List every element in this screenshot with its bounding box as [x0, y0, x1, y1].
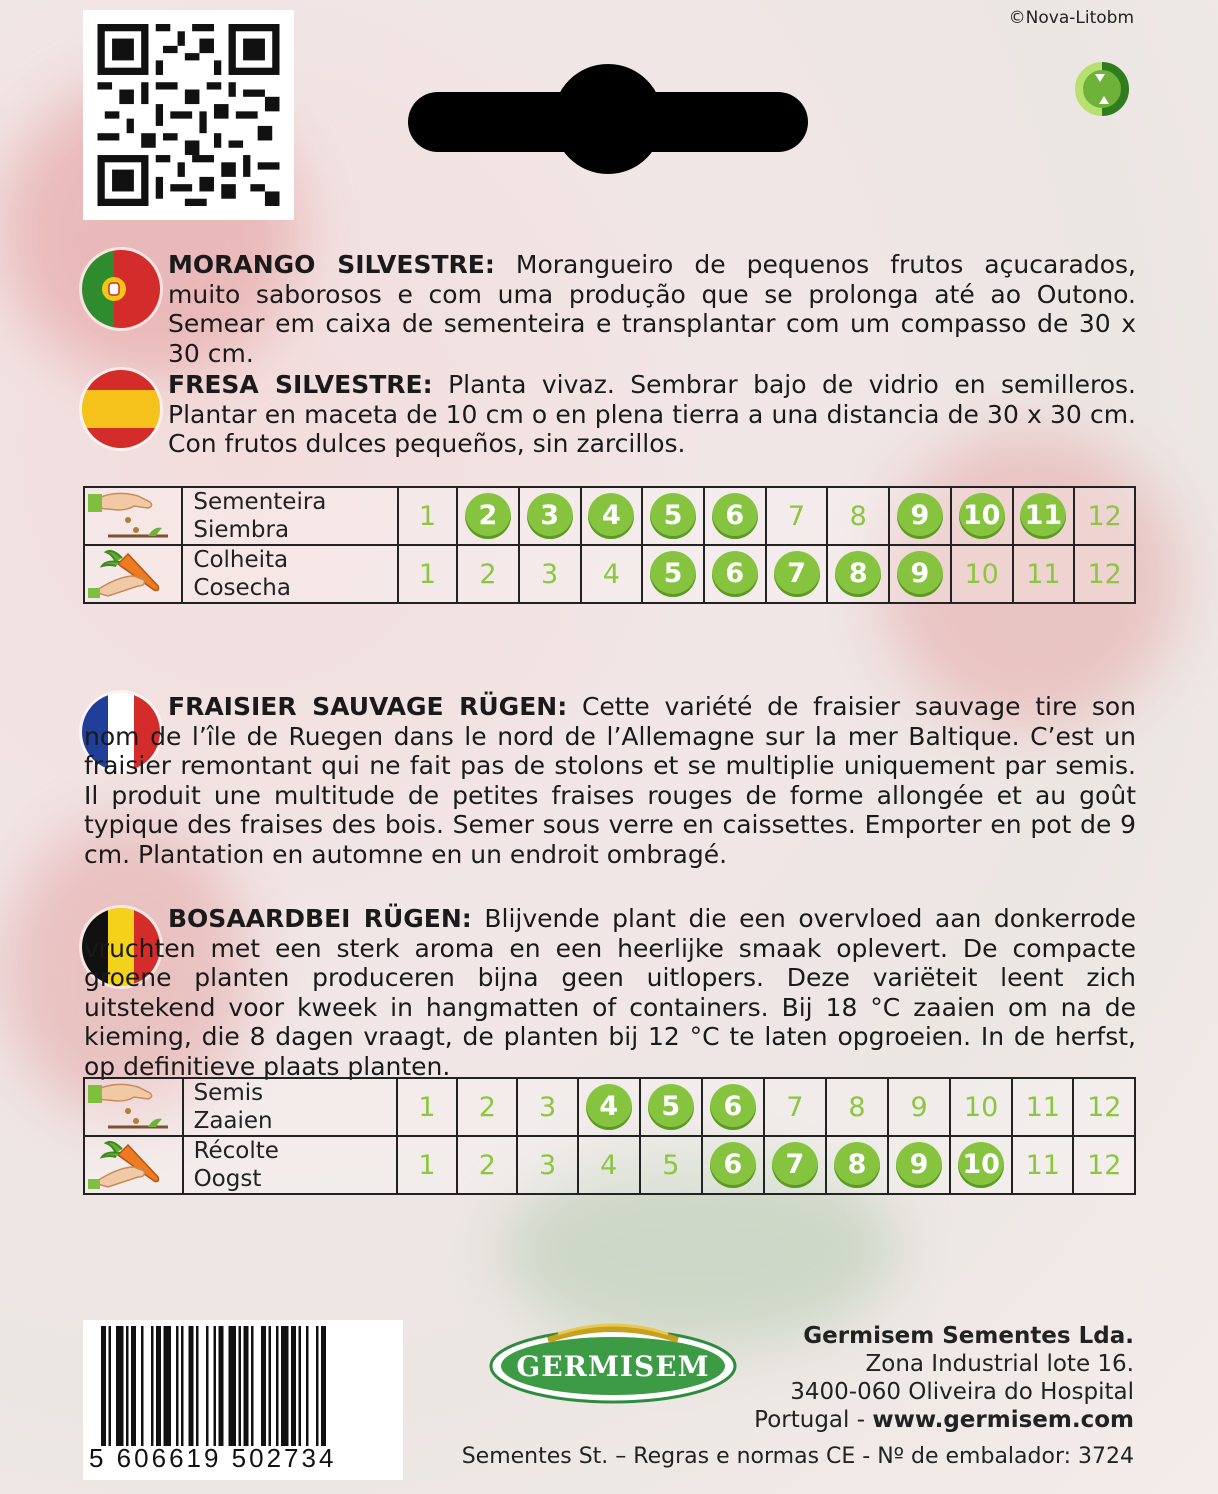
- month-active-marker: 4: [588, 493, 634, 539]
- month-active-marker: 2: [465, 493, 511, 539]
- row-label-primary: Sementeira: [193, 489, 327, 515]
- qr-code: [83, 10, 294, 220]
- paragraph-title: FRESA SILVESTRE:: [168, 370, 433, 399]
- month-active-marker: 5: [648, 1084, 694, 1130]
- month-number: 12: [1087, 1149, 1122, 1181]
- month-cell: [457, 545, 519, 603]
- month-cell: [519, 487, 581, 545]
- paragraph-body: Morangueiro de pequenos frutos açucarados, muito saborosos e com uma produção que se prolonga até ao Outono. Semear em caixa de sementeira e transplantar com um compasso de 30 x 30 cm.: [168, 250, 1137, 368]
- germisem-logo: [488, 1320, 738, 1404]
- month-active-marker: 6: [710, 1084, 756, 1130]
- month-active-marker: 6: [712, 551, 758, 597]
- month-cell: [1073, 1078, 1135, 1136]
- company-address: [754, 1322, 1134, 1434]
- calendar-row: [84, 1136, 1135, 1194]
- month-cell: [764, 1136, 826, 1194]
- month-number: 2: [479, 558, 497, 590]
- month-number: 12: [1087, 558, 1122, 590]
- month-cell: [888, 1136, 950, 1194]
- month-number: 5: [662, 1149, 680, 1181]
- calendar-row: [84, 545, 1135, 603]
- sowing-hand-icon: [84, 1078, 183, 1136]
- month-cell: [640, 1136, 702, 1194]
- month-cell: [888, 1078, 950, 1136]
- month-cell: [889, 487, 951, 545]
- paragraph-spanish: [168, 370, 1136, 459]
- month-number: 12: [1087, 500, 1122, 532]
- month-active-marker: 6: [712, 493, 758, 539]
- month-cell: [764, 1078, 826, 1136]
- calendar-row-label: [183, 1078, 397, 1136]
- month-active-marker: 10: [959, 493, 1005, 539]
- month-cell: [1012, 1136, 1073, 1194]
- month-active-marker: 7: [772, 1142, 818, 1188]
- month-cell: [578, 1078, 640, 1136]
- month-cell: [457, 1078, 517, 1136]
- month-number: 11: [1025, 1149, 1060, 1181]
- month-active-marker: 9: [896, 1142, 942, 1188]
- month-cell: [1074, 545, 1135, 603]
- month-cell: [827, 545, 889, 603]
- month-cell: [1013, 487, 1075, 545]
- month-cell: [704, 487, 766, 545]
- month-active-marker: 6: [710, 1142, 756, 1188]
- calendar-row-label: [183, 1136, 397, 1194]
- month-cell: [640, 1078, 702, 1136]
- paragraph-title: FRAISIER SAUVAGE RÜGEN:: [168, 692, 568, 721]
- company-website-link[interactable]: www.germisem.com: [872, 1407, 1134, 1433]
- month-cell: [826, 1136, 888, 1194]
- sowing-harvest-calendar-pt-es: [83, 486, 1136, 604]
- month-cell: [1013, 545, 1075, 603]
- month-cell: [889, 545, 951, 603]
- month-number: 10: [964, 558, 999, 590]
- month-cell: [766, 487, 828, 545]
- month-cell: [397, 1078, 457, 1136]
- month-number: 1: [418, 558, 437, 590]
- month-cell: [398, 545, 457, 603]
- month-number: 2: [478, 1149, 496, 1181]
- carrot-hand-icon: [84, 1136, 183, 1194]
- paragraph-french: [84, 692, 1136, 869]
- month-number: 9: [910, 1091, 928, 1123]
- month-active-marker: 5: [650, 493, 696, 539]
- month-cell: [704, 545, 766, 603]
- month-active-marker: 4: [586, 1084, 632, 1130]
- month-cell: [457, 1136, 517, 1194]
- row-label-secondary: Zaaien: [193, 1108, 273, 1134]
- portugal-flag-icon: [82, 250, 160, 328]
- month-number: 11: [1025, 1091, 1060, 1123]
- paragraph-dutch: [84, 904, 1136, 1081]
- month-cell: [1074, 487, 1135, 545]
- month-number: 3: [538, 1091, 557, 1123]
- month-number: 12: [1087, 1091, 1122, 1123]
- ean-barcode: [83, 1320, 403, 1480]
- month-cell: [951, 545, 1013, 603]
- calendar-row: [84, 487, 1135, 545]
- month-number: 8: [849, 500, 867, 532]
- month-cell: [397, 1136, 457, 1194]
- month-cell: [950, 1078, 1012, 1136]
- month-cell: [1012, 1078, 1073, 1136]
- month-active-marker: 11: [1020, 493, 1066, 539]
- sowing-harvest-calendar-fr-nl: [83, 1077, 1136, 1195]
- month-cell: [766, 545, 828, 603]
- month-number: 7: [787, 500, 806, 532]
- paragraph-title: MORANGO SILVESTRE:: [168, 250, 495, 279]
- row-label-primary: Semis: [193, 1080, 264, 1106]
- calendar-row: [84, 1078, 1135, 1136]
- month-cell: [642, 545, 704, 603]
- month-number: 8: [848, 1091, 866, 1123]
- calendar-row-label: [182, 487, 397, 545]
- month-cell: [581, 545, 643, 603]
- month-cell: [519, 545, 581, 603]
- month-cell: [517, 1078, 577, 1136]
- month-active-marker: 10: [958, 1142, 1004, 1188]
- month-cell: [457, 487, 519, 545]
- month-cell: [951, 487, 1013, 545]
- month-active-marker: 9: [897, 493, 943, 539]
- month-cell: [642, 487, 704, 545]
- month-cell: [702, 1078, 764, 1136]
- month-cell: [581, 487, 643, 545]
- row-label-secondary: Siembra: [193, 517, 290, 543]
- month-number: 3: [541, 558, 559, 590]
- month-active-marker: 3: [527, 493, 573, 539]
- month-cell: [578, 1136, 640, 1194]
- paragraph-title: BOSAARDBEI RÜGEN:: [168, 904, 472, 933]
- paragraph-body: Cette variété de fraisier sauvage tire son nom de l’île de Ruegen dans le nord de l’Allemagne sur la mer Baltique. C’est un fraisier remontant qui ne fait pas de stolons et se multiplie uniquement par semis. Il produit une multitude de petites fraises rouges de forme allongée et au goût typique des fraises des bois. Semer sous verre en caissettes. Emporter en pot de 9 cm. Plantation en automne en un endroit ombragé.: [84, 692, 1136, 869]
- month-active-marker: 8: [835, 551, 881, 597]
- regulations-text: Sementes St. – Regras e normas CE - Nº de embalador: 3724: [461, 1444, 1134, 1469]
- row-label-secondary: Cosecha: [193, 575, 291, 601]
- row-label-primary: Colheita: [193, 547, 289, 573]
- month-cell: [826, 1078, 888, 1136]
- paragraph-body: Planta vivaz. Sembrar bajo de vidrio en semilleros. Plantar en maceta de 10 cm o en plena tierra a una distancia de 30 x 30 cm. Con frutos dulces pequeños, sin zarcillos.: [168, 370, 1136, 458]
- month-active-marker: 8: [834, 1142, 880, 1188]
- month-cell: [702, 1136, 764, 1194]
- month-active-marker: 7: [774, 551, 820, 597]
- address-line-2: 3400-060 Oliveira do Hospital: [790, 1379, 1134, 1405]
- address-country: Portugal -: [754, 1407, 873, 1433]
- month-number: 10: [963, 1091, 999, 1123]
- month-number: 1: [418, 1091, 436, 1123]
- month-number: 1: [418, 1149, 436, 1181]
- month-number: 11: [1026, 558, 1061, 590]
- month-number: 4: [600, 1149, 618, 1181]
- month-cell: [1073, 1136, 1135, 1194]
- month-number: 3: [538, 1149, 557, 1181]
- row-label-primary: Récolte: [193, 1138, 279, 1164]
- paragraph-portuguese: [168, 250, 1136, 368]
- barcode-number: 5 606619 502734: [89, 1443, 337, 1473]
- hang-hole-cutout: [408, 64, 808, 174]
- printer-credit: ©Nova-Litobm: [1008, 8, 1134, 28]
- month-number: 2: [478, 1091, 496, 1123]
- green-dot-recycle-icon: [1075, 62, 1129, 116]
- paragraph-body: Blijvende plant die een overvloed aan donkerrode vruchten met een sterk aroma en een heerlijke smaak oplevert. De compacte groene planten produceren bijna geen uitlopers. Deze variëteit leent zich uitstekend voor kweek in hangmatten of containers. Bij 18 °C zaaien om na de kieming, die 8 dagen vraagt, de planten bij 12 °C te laten opgroeien. In de herfst, op definitieve plaats planten.: [84, 904, 1136, 1081]
- address-line-1: Zona Industrial lote 16.: [865, 1351, 1134, 1377]
- month-cell: [827, 487, 889, 545]
- month-cell: [950, 1136, 1012, 1194]
- month-number: 4: [602, 558, 620, 590]
- month-active-marker: 9: [897, 551, 943, 597]
- calendar-row-label: [182, 545, 397, 603]
- month-number: 1: [418, 500, 437, 532]
- sowing-hand-icon: [84, 487, 182, 545]
- month-active-marker: 5: [650, 551, 696, 597]
- row-label-secondary: Oogst: [193, 1166, 262, 1192]
- month-cell: [517, 1136, 577, 1194]
- logo-text: GERMISEM: [516, 1350, 710, 1383]
- month-cell: [398, 487, 457, 545]
- spain-flag-icon: [82, 370, 160, 448]
- carrot-hand-icon: [84, 545, 182, 603]
- month-number: 7: [786, 1091, 804, 1123]
- company-name: Germisem Sementes Lda.: [803, 1323, 1134, 1349]
